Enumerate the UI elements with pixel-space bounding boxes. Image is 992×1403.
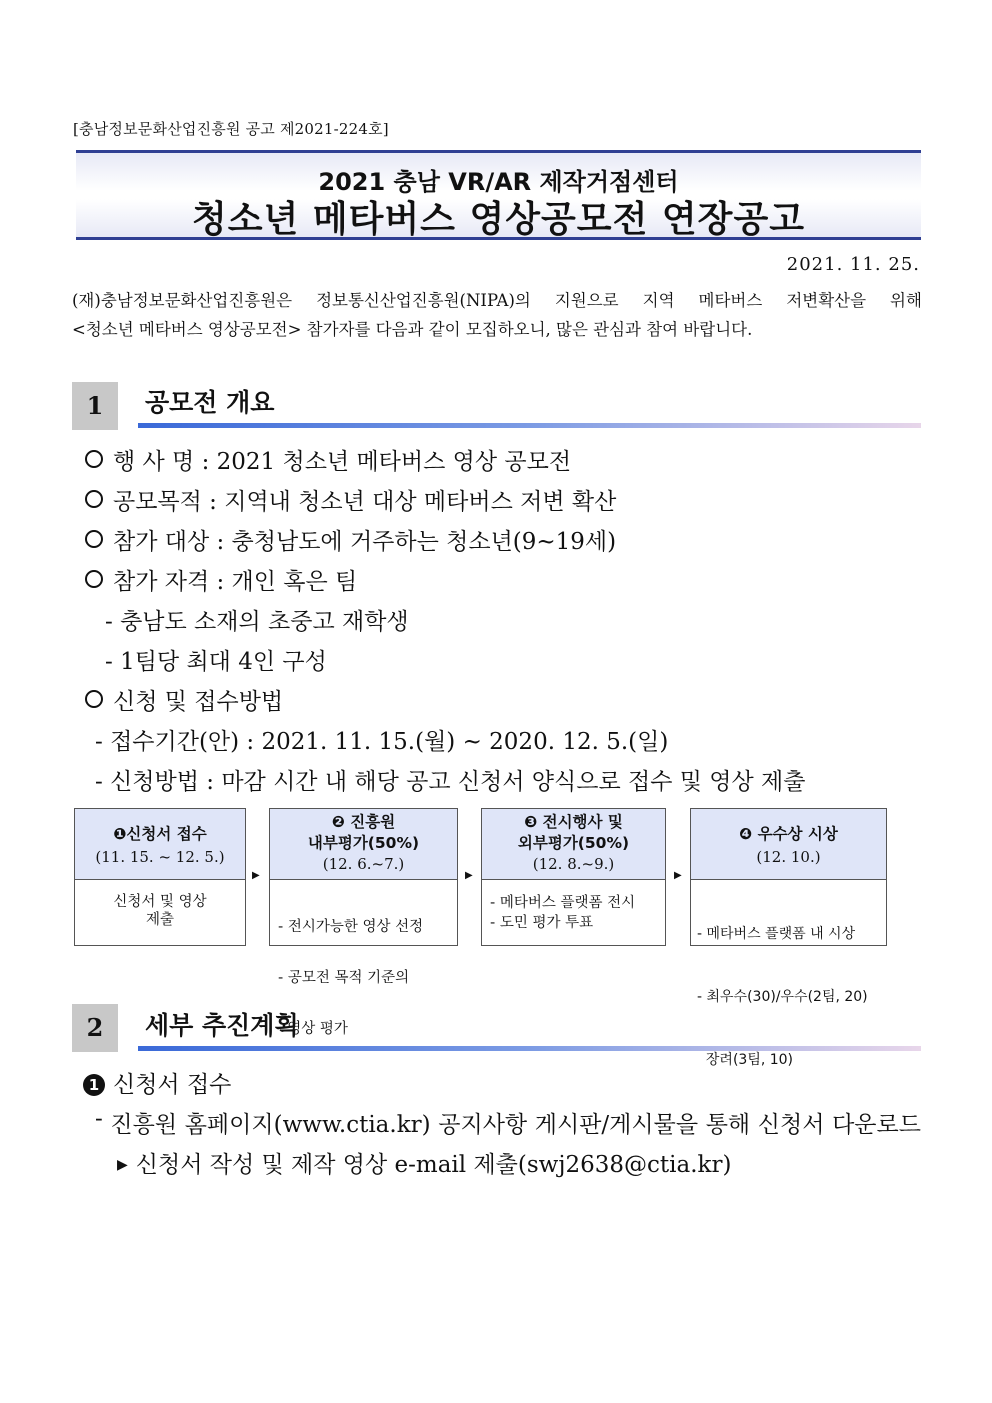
intro-line-2: <청소년 메타버스 영상공모전> 참가자를 다음과 같이 모집하오니, 많은 관심과 참여 바랍니다. (72, 320, 753, 339)
application-sub-item: - 접수기간(안) : 2021. 11. 15.(월) ~ 2020. 12. 5.(일) (95, 729, 669, 755)
circle-bullet-icon (85, 450, 103, 468)
intro-word: 저변확산을 (786, 291, 867, 310)
flow-step-body-line: 신청서 및 영상 (113, 894, 207, 910)
flow-step-1 (74, 808, 246, 946)
plan-word: 홈페이지(www.ctia.kr) (184, 1112, 431, 1138)
numbered-bullet-icon: 1 (83, 1074, 105, 1096)
flow-step-4 (690, 808, 887, 1068)
flow-arrow-icon: ▶ (465, 870, 473, 881)
overview-item (85, 483, 616, 516)
title-subtitle: 2021 충남 VR/AR 제작거점센터 (318, 168, 679, 196)
flow-step-3 (481, 808, 666, 946)
announcement-date: 2021. 11. 25. (786, 254, 920, 275)
flow-step-body-line: - 최우수(30)/우수(2팀, 20) (697, 989, 868, 1005)
plan-step-heading (83, 1066, 231, 1099)
flow-step-title: ❷ 진흥원 (331, 813, 396, 831)
circle-bullet-icon (85, 530, 103, 548)
flow-step-body-line: - 메타버스 플랫폼 내 시상 (697, 926, 856, 942)
title-main: 청소년 메타버스 영상공모전 연장공고 (191, 199, 806, 240)
overview-item (85, 683, 283, 716)
flow-step-date: (11. 15. ~ 12. 5.) (95, 848, 225, 866)
flow-step-header (270, 809, 457, 880)
notice-number: [충남정보문화산업진흥원 공고 제2021-224호] (73, 120, 389, 138)
triangle-bullet-icon: ▶ (117, 1157, 128, 1173)
overview-item-text: 행 사 명 : 2021 청소년 메타버스 영상 공모전 (113, 449, 572, 475)
flow-arrow-icon: ▶ (252, 870, 260, 881)
flow-step-header (482, 809, 665, 880)
plan-step-title: 신청서 접수 (113, 1072, 232, 1098)
section-2-number: 2 (72, 1004, 118, 1052)
plan-line-2-text: 신청서 작성 및 제작 영상 e-mail 제출(swj2638@ctia.kr) (135, 1152, 732, 1178)
circle-bullet-icon (85, 690, 103, 708)
flow-step-body (482, 893, 665, 933)
overview-item-text: 참가 대상 : 충청남도에 거주하는 청소년(9~19세) (113, 529, 617, 555)
intro-word: (재)충남정보문화산업진흥원은 (72, 291, 293, 310)
intro-word: 위해 (890, 291, 922, 310)
flow-step-body (691, 882, 886, 1113)
section-1-number: 1 (72, 382, 118, 430)
intro-word: 지역 (642, 291, 675, 310)
flow-step-2 (269, 808, 458, 1037)
application-sub-item: - 신청방법 : 마감 시간 내 해당 공고 신청서 양식으로 접수 및 영상 제출 (95, 769, 806, 795)
flow-step-date: (12. 10.) (756, 848, 821, 866)
plan-word: 공지사항 (438, 1112, 528, 1138)
flow-step-body-line: - 메타버스 플랫폼 전시 (490, 895, 636, 911)
flow-arrow-icon: ▶ (674, 870, 682, 881)
intro-word: 정보통신산업진흥원(NIPA)의 (316, 291, 531, 310)
plan-line-1 (95, 1106, 921, 1139)
intro-word: 메타버스 (698, 291, 763, 310)
overview-item (85, 443, 571, 476)
plan-word: 신청서 (757, 1112, 825, 1138)
flow-step-header (75, 809, 245, 880)
circle-bullet-icon (85, 490, 103, 508)
section-2-rule (138, 1046, 921, 1051)
flow-step-date: (12. 6.~7.) (322, 855, 405, 873)
qualification-sub-item: - 1팀당 최대 4인 구성 (105, 649, 327, 675)
flow-step-title: ❶신청서 접수 (113, 825, 207, 843)
plan-word: 게시판/게시물을 (534, 1112, 699, 1138)
section-2-title: 세부 추진계획 (145, 1011, 299, 1040)
flow-step-body (75, 893, 245, 929)
flow-step-body-line: 제출 (145, 912, 174, 928)
flow-step-header (691, 809, 886, 880)
overview-item-text: 신청 및 접수방법 (113, 689, 284, 715)
circle-bullet-icon (85, 570, 103, 588)
flow-step-title: 외부평가(50%) (517, 834, 630, 852)
plan-word: 통해 (705, 1112, 751, 1138)
section-1-title: 공모전 개요 (145, 388, 275, 417)
intro-word: 지원으로 (554, 291, 619, 310)
overview-item-text: 공모목적 : 지역내 청소년 대상 메타버스 저변 확산 (113, 489, 617, 515)
intro-line-1 (72, 287, 922, 311)
flow-step-body-line: - 공모전 목적 기준의 (278, 970, 410, 986)
flow-step-body-line: 영상 평가 (278, 1021, 348, 1037)
flow-step-body-line: - 도민 평가 투표 (490, 915, 594, 931)
flow-step-body-line: 장려(3팀, 10) (697, 1052, 794, 1068)
plan-word: 다운로드 (832, 1112, 921, 1138)
flow-step-date: (12. 8.~9.) (532, 855, 615, 873)
flow-step-title: ❸ 전시행사 및 (524, 813, 623, 831)
plan-line-2 (117, 1146, 731, 1179)
plan-word: - (95, 1106, 103, 1132)
plan-word: 진흥원 (110, 1112, 178, 1138)
flow-step-title: 내부평가(50%) (307, 834, 420, 852)
overview-item (85, 563, 357, 596)
title-banner (76, 150, 921, 240)
flow-step-title: ❹ 우수상 시상 (739, 825, 838, 843)
flow-step-body (270, 885, 457, 1072)
qualification-sub-item: - 충남도 소재의 초중고 재학생 (105, 609, 409, 635)
overview-item-text: 참가 자격 : 개인 혹은 팀 (113, 569, 358, 595)
section-1-rule (138, 423, 921, 428)
overview-item (85, 523, 616, 556)
flow-step-body-line: - 전시가능한 영상 선정 (278, 919, 424, 935)
